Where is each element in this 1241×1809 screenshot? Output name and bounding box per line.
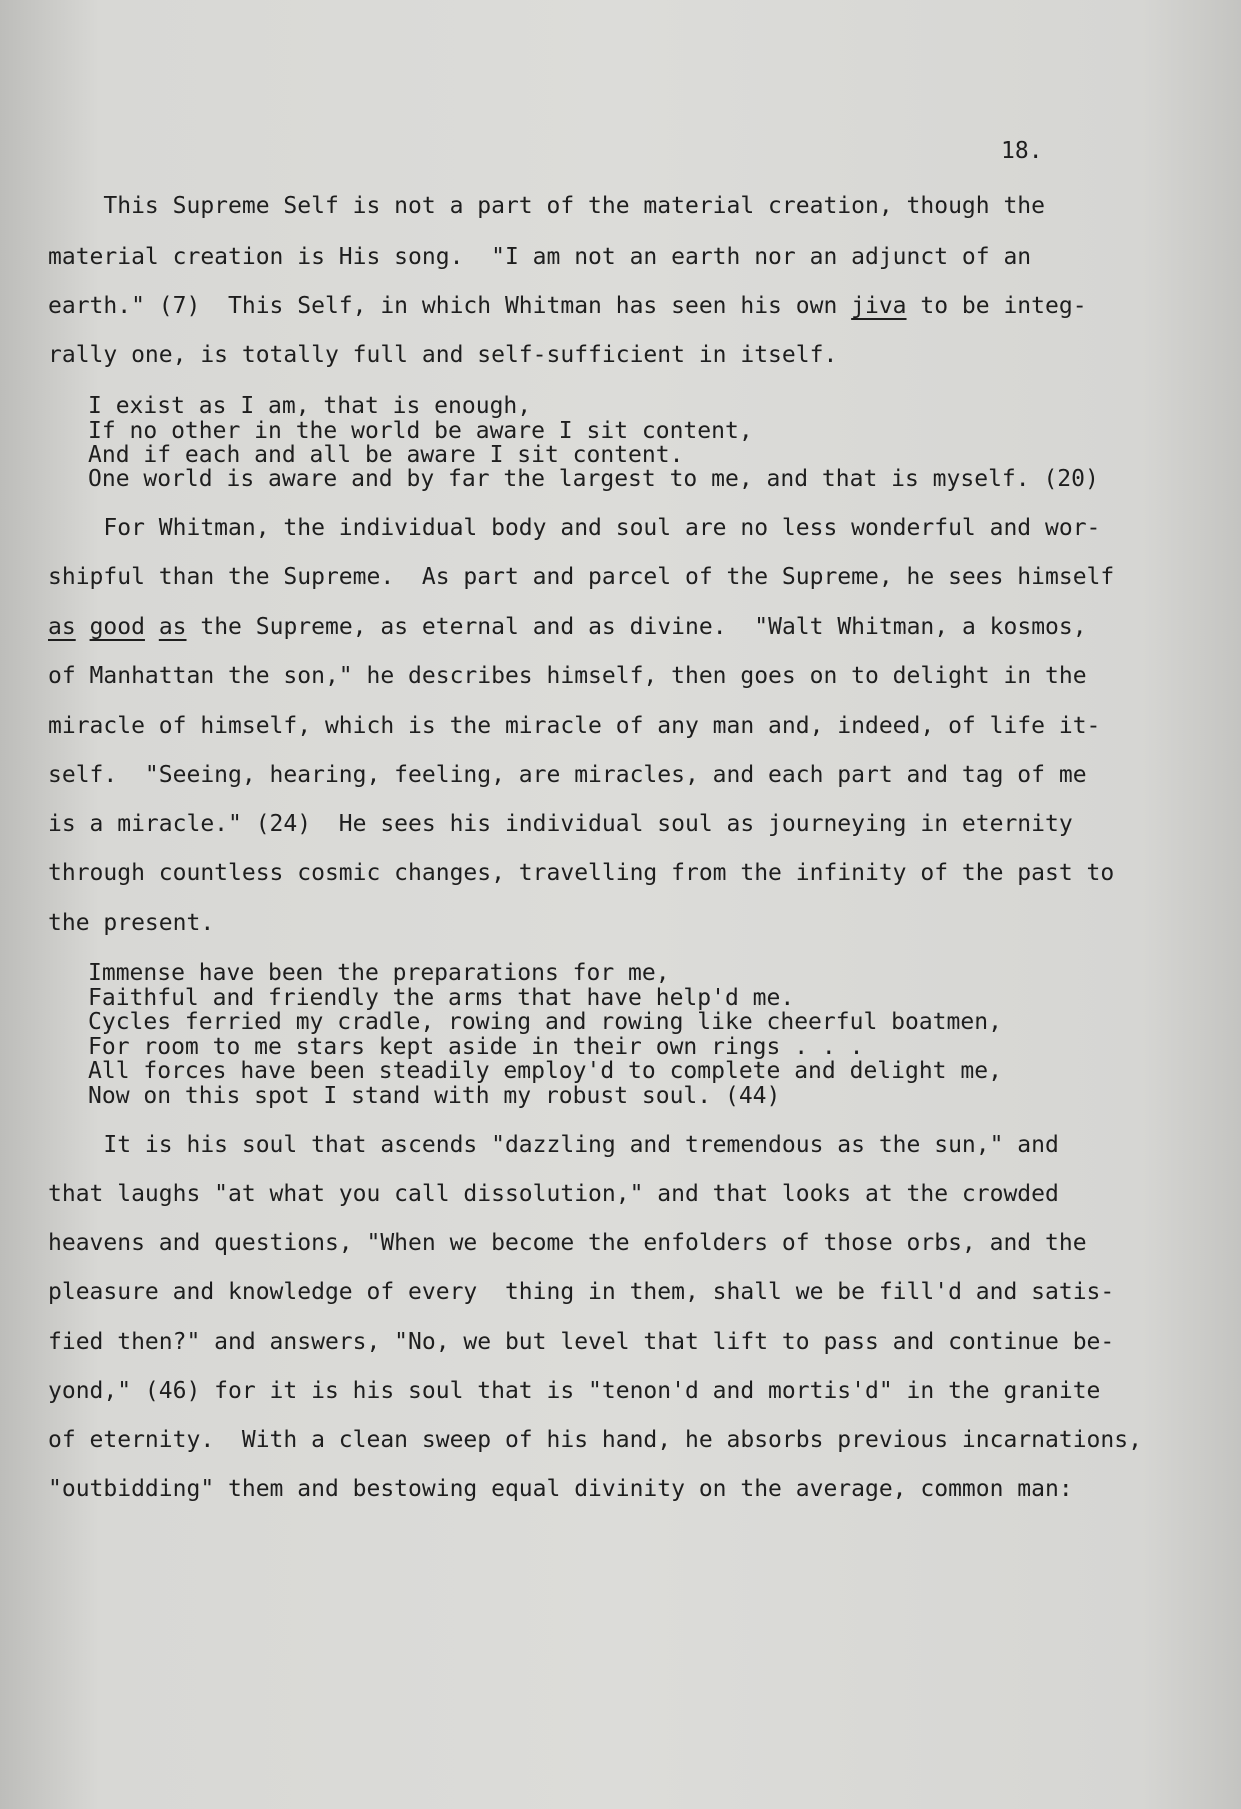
quote-2-line-1: Immense have been the preparations for me, [88, 960, 670, 986]
quote-2-line-5: All forces have been steadily employ'd to complete and delight me, [88, 1058, 1002, 1084]
paragraph-2-line-2: shipful than the Supreme. As part and parcel of the Supreme, he sees himself [48, 564, 1115, 590]
page-number: 18. [1001, 138, 1043, 164]
paragraph-2-line-8: through countless cosmic changes, travelling from the infinity of the past to [48, 860, 1115, 886]
paragraph-3-line-4: pleasure and knowledge of every thing in them, shall we be fill'd and satis- [48, 1279, 1115, 1305]
paragraph-3-line-2: that laughs "at what you call dissolution," and that looks at the crowded [48, 1181, 1059, 1207]
paragraph-2-line-1: For Whitman, the individual body and soul are no less wonderful and wor- [48, 515, 1101, 541]
paragraph-2-line-3 [48, 613, 1198, 641]
underlined-word-jiva: jiva [851, 293, 907, 319]
paragraph-2-line-7: is a miracle." (24) He sees his individual soul as journeying in eternity [48, 811, 1073, 837]
text-segment [76, 614, 90, 640]
paragraph-2-line-9: the present. [48, 910, 215, 936]
text-segment: the Supreme, as eternal and as divine. "Walt Whitman, a kosmos, [186, 614, 1087, 640]
quote-2-line-6: Now on this spot I stand with my robust soul. (44) [88, 1083, 781, 1109]
text-segment [145, 614, 159, 640]
underlined-word-good: good [89, 614, 145, 640]
paragraph-2-line-5: miracle of himself, which is the miracle of any man and, indeed, of life it- [48, 713, 1101, 739]
paragraph-3-line-3: heavens and questions, "When we become the enfolders of those orbs, and the [48, 1230, 1087, 1256]
paragraph-2-line-6: self. "Seeing, hearing, feeling, are miracles, and each part and tag of me [48, 762, 1087, 788]
text-segment: to be integ- [906, 293, 1087, 319]
paragraph-2-line-4: of Manhattan the son," he describes himself, then goes on to delight in the [48, 663, 1087, 689]
underlined-word-as: as [158, 614, 187, 640]
quote-1-line-4: One world is aware and by far the largest to me, and that is myself. (20) [88, 466, 1099, 492]
quote-2-line-4: For room to me stars kept aside in their own rings . . . [88, 1034, 864, 1060]
paragraph-1-line-4: rally one, is totally full and self-sufficient in itself. [48, 342, 838, 368]
text-segment: earth." (7) This Self, in which Whitman has seen his own [48, 293, 852, 319]
paragraph-3-line-5: fied then?" and answers, "No, we but level that lift to pass and continue be- [48, 1329, 1115, 1355]
quote-1-line-1: I exist as I am, that is enough, [88, 393, 532, 419]
paragraph-3-line-8: "outbidding" them and bestowing equal divinity on the average, common man: [48, 1476, 1073, 1502]
underlined-word-as: as [48, 614, 76, 640]
paragraph-1-line-3 [48, 292, 1198, 320]
quote-1-line-3: And if each and all be aware I sit content. [88, 442, 684, 468]
paragraph-3-line-7: of eternity. With a clean sweep of his hand, he absorbs previous incarnations, [48, 1427, 1142, 1453]
quote-2-line-3: Cycles ferried my cradle, rowing and rowing like cheerful boatmen, [88, 1009, 1002, 1035]
paragraph-1-line-2: material creation is His song. "I am not an earth nor an adjunct of an [48, 244, 1032, 270]
quote-1-line-2: If no other in the world be aware I sit content, [88, 418, 753, 444]
paragraph-1-line-1: This Supreme Self is not a part of the material creation, though the [48, 193, 1045, 219]
quote-2-line-2: Faithful and friendly the arms that have help'd me. [88, 985, 795, 1011]
paragraph-3-line-6: yond," (46) for it is his soul that is "tenon'd and mortis'd" in the granite [48, 1378, 1101, 1404]
paragraph-3-line-1: It is his soul that ascends "dazzling and tremendous as the sun," and [48, 1132, 1059, 1158]
